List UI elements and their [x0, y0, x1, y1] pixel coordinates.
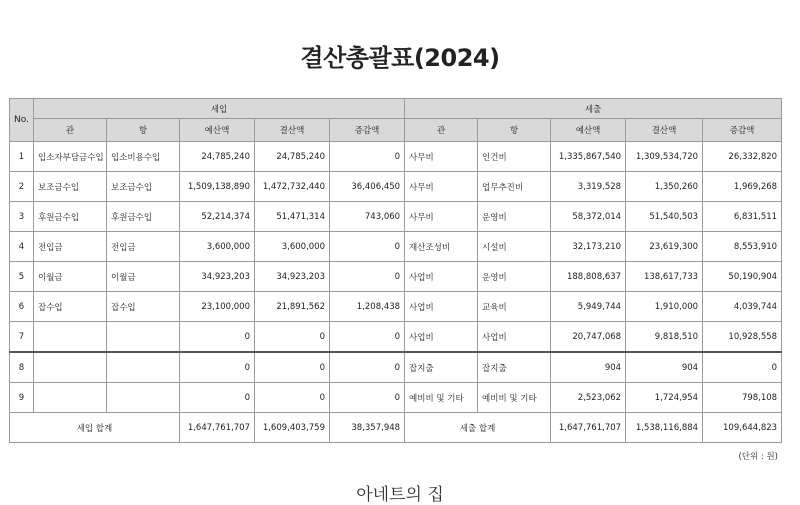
- row-number-cell: 6: [10, 292, 34, 322]
- expense-hang-cell: 사업비: [478, 322, 551, 353]
- expense-hang-cell: 예비비 및 기타: [478, 383, 551, 413]
- col-header-expense-gwan: 관: [405, 119, 478, 142]
- income-hang-cell: [107, 352, 180, 383]
- expense-budget-cell: 3,319,528: [551, 172, 626, 202]
- row-number-cell: 5: [10, 262, 34, 292]
- income-settlement-cell: 51,471,314: [255, 202, 330, 232]
- total-row: [10, 413, 782, 443]
- expense-settlement-cell: 1,724,954: [626, 383, 703, 413]
- col-header-expense-hang: 항: [478, 119, 551, 142]
- expense-gwan-cell: 재산조성비: [405, 232, 478, 262]
- expense-total-settlement: 1,538,116,884: [626, 413, 703, 443]
- expense-settlement-cell: 9,818,510: [626, 322, 703, 353]
- expense-hang-cell: 인건비: [478, 142, 551, 172]
- income-budget-cell: 0: [180, 383, 255, 413]
- expense-total-difference: 109,644,823: [703, 413, 782, 443]
- income-budget-cell: 34,923,203: [180, 262, 255, 292]
- row-number-cell: 9: [10, 383, 34, 413]
- income-gwan-cell: 후원금수입: [34, 202, 107, 232]
- income-hang-cell: [107, 322, 180, 353]
- unit-note: (단위 : 원): [738, 452, 778, 462]
- income-gwan-cell: 보조금수입: [34, 172, 107, 202]
- expense-difference-cell: 6,831,511: [703, 202, 782, 232]
- income-total-label: 세입 합계: [10, 413, 180, 443]
- table-row: [10, 202, 782, 232]
- income-settlement-cell: 21,891,562: [255, 292, 330, 322]
- settlement-summary-table: [9, 98, 782, 443]
- expense-budget-cell: 188,808,637: [551, 262, 626, 292]
- income-total-budget: 1,647,761,707: [180, 413, 255, 443]
- table-row: [10, 262, 782, 292]
- income-gwan-cell: 입소자부담금수입: [34, 142, 107, 172]
- income-hang-cell: 후원금수입: [107, 202, 180, 232]
- income-difference-cell: 36,406,450: [330, 172, 405, 202]
- income-gwan-cell: 전입금: [34, 232, 107, 262]
- expense-gwan-cell: 사업비: [405, 262, 478, 292]
- expense-settlement-cell: 1,350,260: [626, 172, 703, 202]
- expense-hang-cell: 운영비: [478, 262, 551, 292]
- expense-budget-cell: 904: [551, 352, 626, 383]
- income-gwan-cell: [34, 383, 107, 413]
- income-difference-cell: 0: [330, 322, 405, 353]
- expense-settlement-cell: 51,540,503: [626, 202, 703, 232]
- income-budget-cell: 52,214,374: [180, 202, 255, 232]
- income-budget-cell: 1,509,138,890: [180, 172, 255, 202]
- expense-difference-cell: 798,108: [703, 383, 782, 413]
- group-header-income: 세입: [34, 99, 405, 119]
- expense-gwan-cell: 잡지출: [405, 352, 478, 383]
- income-settlement-cell: 1,472,732,440: [255, 172, 330, 202]
- expense-budget-cell: 20,747,068: [551, 322, 626, 353]
- expense-gwan-cell: 사무비: [405, 172, 478, 202]
- expense-settlement-cell: 138,617,733: [626, 262, 703, 292]
- income-budget-cell: 24,785,240: [180, 142, 255, 172]
- expense-hang-cell: 업무추진비: [478, 172, 551, 202]
- col-header-expense-settlement: 결산액: [626, 119, 703, 142]
- expense-difference-cell: 50,190,904: [703, 262, 782, 292]
- income-budget-cell: 0: [180, 352, 255, 383]
- expense-difference-cell: 26,332,820: [703, 142, 782, 172]
- page-title: 결산총괄표(2024): [300, 44, 500, 72]
- table-row: [10, 232, 782, 262]
- expense-gwan-cell: 예비비 및 기타: [405, 383, 478, 413]
- col-header-expense-budget: 예산액: [551, 119, 626, 142]
- expense-hang-cell: 시설비: [478, 232, 551, 262]
- table-row: [10, 383, 782, 413]
- income-total-settlement: 1,609,403,759: [255, 413, 330, 443]
- expense-difference-cell: 8,553,910: [703, 232, 782, 262]
- income-difference-cell: 0: [330, 232, 405, 262]
- income-hang-cell: 보조금수입: [107, 172, 180, 202]
- table-row: [10, 142, 782, 172]
- expense-difference-cell: 0: [703, 352, 782, 383]
- row-number-cell: 4: [10, 232, 34, 262]
- group-header-expense: 세출: [405, 99, 782, 119]
- income-hang-cell: 이월금: [107, 262, 180, 292]
- expense-gwan-cell: 사무비: [405, 202, 478, 232]
- income-gwan-cell: 이월금: [34, 262, 107, 292]
- expense-difference-cell: 1,969,268: [703, 172, 782, 202]
- expense-settlement-cell: 1,910,000: [626, 292, 703, 322]
- income-gwan-cell: 잡수입: [34, 292, 107, 322]
- row-number-cell: 3: [10, 202, 34, 232]
- expense-settlement-cell: 904: [626, 352, 703, 383]
- organization-name: 아네트의 집: [356, 485, 444, 505]
- income-settlement-cell: 0: [255, 383, 330, 413]
- expense-hang-cell: 교육비: [478, 292, 551, 322]
- expense-difference-cell: 10,928,558: [703, 322, 782, 353]
- expense-total-label: 세출 합계: [405, 413, 551, 443]
- row-number-cell: 1: [10, 142, 34, 172]
- col-header-expense-difference: 증감액: [703, 119, 782, 142]
- table-row: [10, 292, 782, 322]
- expense-budget-cell: 1,335,867,540: [551, 142, 626, 172]
- income-budget-cell: 0: [180, 322, 255, 353]
- expense-hang-cell: 잡지출: [478, 352, 551, 383]
- col-header-income-budget: 예산액: [180, 119, 255, 142]
- expense-hang-cell: 운영비: [478, 202, 551, 232]
- income-difference-cell: 0: [330, 352, 405, 383]
- income-difference-cell: 0: [330, 262, 405, 292]
- income-total-difference: 38,357,948: [330, 413, 405, 443]
- col-header-income-hang: 항: [107, 119, 180, 142]
- income-hang-cell: 입소비용수입: [107, 142, 180, 172]
- income-hang-cell: 잡수입: [107, 292, 180, 322]
- income-gwan-cell: [34, 352, 107, 383]
- expense-budget-cell: 5,949,744: [551, 292, 626, 322]
- expense-gwan-cell: 사업비: [405, 322, 478, 353]
- table-row: [10, 172, 782, 202]
- income-difference-cell: 0: [330, 142, 405, 172]
- income-gwan-cell: [34, 322, 107, 353]
- expense-budget-cell: 32,173,210: [551, 232, 626, 262]
- expense-budget-cell: 58,372,014: [551, 202, 626, 232]
- expense-total-budget: 1,647,761,707: [551, 413, 626, 443]
- expense-gwan-cell: 사무비: [405, 142, 478, 172]
- expense-settlement-cell: 1,309,534,720: [626, 142, 703, 172]
- row-number-cell: 8: [10, 352, 34, 383]
- col-header-income-difference: 증감액: [330, 119, 405, 142]
- col-header-no: No.: [10, 99, 34, 142]
- income-settlement-cell: 34,923,203: [255, 262, 330, 292]
- income-settlement-cell: 0: [255, 322, 330, 353]
- expense-budget-cell: 2,523,062: [551, 383, 626, 413]
- income-budget-cell: 23,100,000: [180, 292, 255, 322]
- col-header-income-gwan: 관: [34, 119, 107, 142]
- expense-gwan-cell: 사업비: [405, 292, 478, 322]
- income-settlement-cell: 24,785,240: [255, 142, 330, 172]
- income-hang-cell: 전입금: [107, 232, 180, 262]
- income-hang-cell: [107, 383, 180, 413]
- row-number-cell: 7: [10, 322, 34, 353]
- expense-difference-cell: 4,039,744: [703, 292, 782, 322]
- col-header-income-settlement: 결산액: [255, 119, 330, 142]
- income-settlement-cell: 3,600,000: [255, 232, 330, 262]
- income-budget-cell: 3,600,000: [180, 232, 255, 262]
- income-difference-cell: 1,208,438: [330, 292, 405, 322]
- table-row: [10, 352, 782, 383]
- row-number-cell: 2: [10, 172, 34, 202]
- expense-settlement-cell: 23,619,300: [626, 232, 703, 262]
- income-settlement-cell: 0: [255, 352, 330, 383]
- income-difference-cell: 0: [330, 383, 405, 413]
- table-row: [10, 322, 782, 353]
- income-difference-cell: 743,060: [330, 202, 405, 232]
